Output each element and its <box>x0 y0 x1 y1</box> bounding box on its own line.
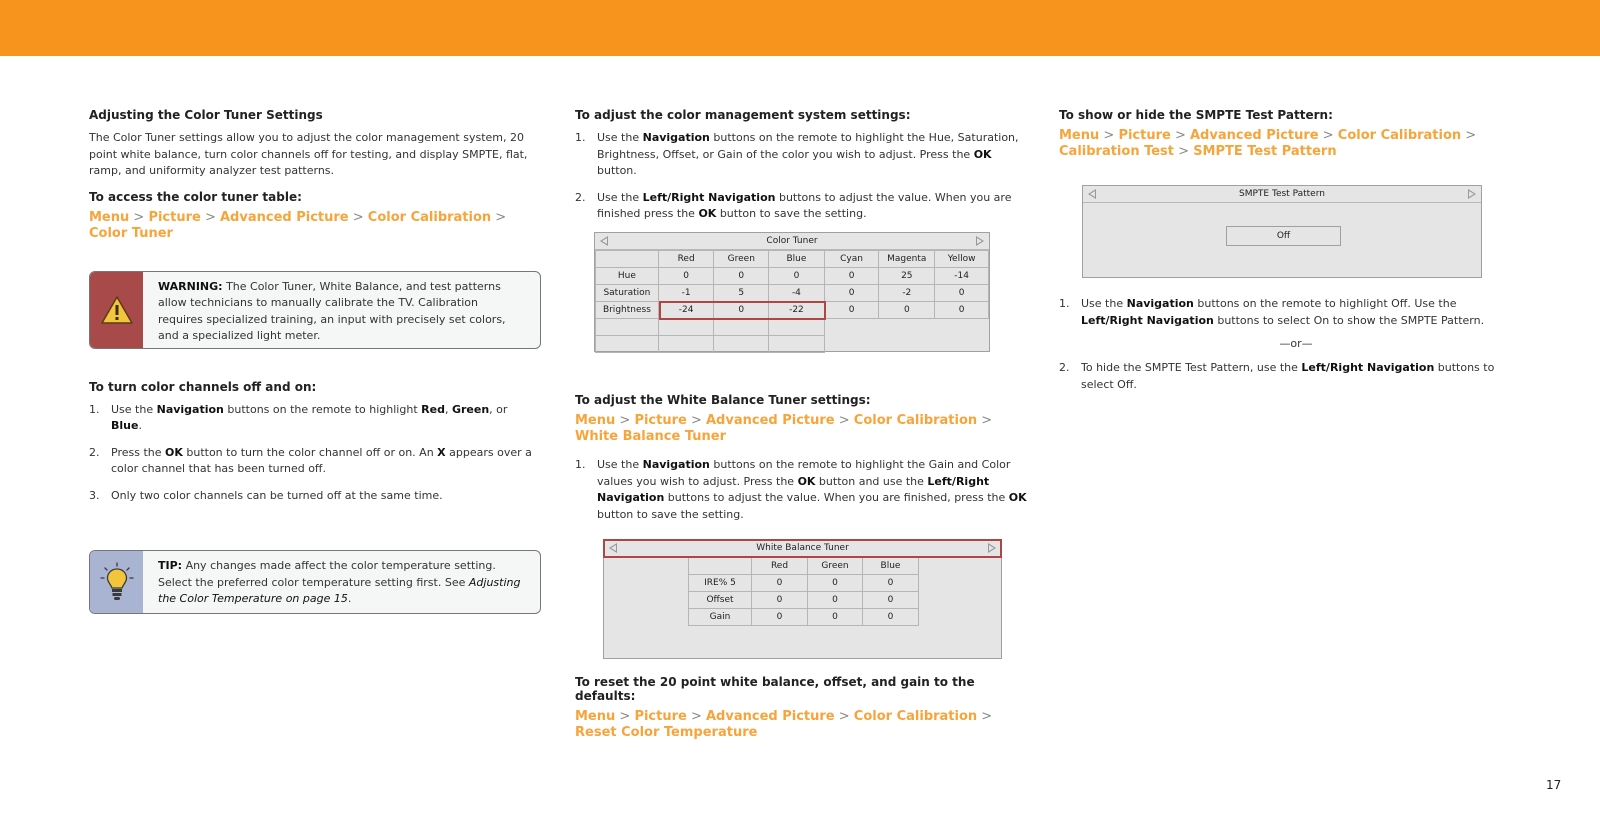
empty-cell <box>769 336 825 353</box>
menu-path-item: Color Tuner <box>89 225 173 241</box>
intro-text: The Color Tuner settings allow you to adjust the color management system, 20 point white balance, turn color channels off for testing, and display SMPTE, flat, ramp, and uniformity analyzer test patterns. <box>89 131 528 177</box>
step-item <box>89 488 541 505</box>
step-text: button and use the <box>815 474 928 488</box>
table-row <box>596 285 989 302</box>
step-text: , or <box>489 402 508 416</box>
step-item <box>1059 360 1511 393</box>
tip-body: Any changes made affect the color temperature setting. Select the preferred color temperature setting first. See <box>158 559 496 589</box>
step-emphasis: Navigation <box>156 402 224 416</box>
path-separator: > <box>1170 128 1190 143</box>
step-text: Use the <box>597 131 643 144</box>
step-emphasis: Navigation <box>1126 297 1194 310</box>
step-emphasis: X <box>437 445 446 459</box>
tip-end: . <box>347 592 352 605</box>
step-text: buttons on the remote to highlight <box>223 402 422 416</box>
path-separator: > <box>491 209 507 225</box>
step-emphasis: Navigation <box>642 131 710 144</box>
table-header-row <box>689 558 919 575</box>
step-emphasis: Left/Right Navigation <box>597 474 990 504</box>
row-label-cell: Gain <box>689 609 752 626</box>
value-cell[interactable]: 0 <box>752 609 808 626</box>
path-separator: > <box>686 413 706 428</box>
color-tuner-titlebar <box>595 233 989 250</box>
step-text: button to turn the color channel off or on. An <box>182 445 438 459</box>
table-row <box>596 268 989 285</box>
step-emphasis: OK <box>1008 491 1027 504</box>
brightness-selection-highlight <box>659 301 826 320</box>
value-cell[interactable]: 25 <box>879 268 935 285</box>
smpte-heading: To show or hide the SMPTE Test Pattern: <box>1059 108 1333 122</box>
value-cell[interactable]: Magenta <box>879 251 935 268</box>
smpte-test-pattern-panel <box>1082 185 1482 278</box>
step-item <box>1059 296 1511 329</box>
menu-path-item: Color Calibration <box>367 209 492 225</box>
warning-callout <box>89 271 541 349</box>
row-label-cell: IRE% 5 <box>689 575 752 592</box>
value-cell[interactable]: 0 <box>935 302 989 319</box>
step-emphasis: Left/Right Navigation <box>642 190 776 204</box>
step-item <box>575 190 1030 223</box>
row-label-cell <box>689 558 752 575</box>
menu-path-item: Calibration Test <box>1059 144 1175 159</box>
wb-tuner-table <box>688 557 919 626</box>
warning-body: The Color Tuner, White Balance, and test patterns allow technicians to manually calibrate the TV. Calibration requires specialized training, an input with precisely set colors, and a specialized light meter. <box>158 279 506 342</box>
table-empty-row <box>596 319 989 336</box>
row-label-cell: Hue <box>596 268 659 285</box>
path-separator: > <box>615 709 635 724</box>
row-label-cell: Offset <box>689 592 752 609</box>
empty-cell <box>769 319 825 336</box>
value-cell[interactable]: Red <box>658 251 714 268</box>
table-empty-row <box>596 336 989 353</box>
wb-section <box>575 393 1030 533</box>
menu-path-item: Advanced Picture <box>1190 128 1319 143</box>
access-heading: To access the color tuner table: <box>89 189 302 204</box>
menu-path-item: Advanced Picture <box>706 413 835 428</box>
value-cell[interactable]: -2 <box>879 285 935 302</box>
right-arrow-icon[interactable] <box>1468 189 1476 199</box>
value-cell[interactable]: 0 <box>863 609 919 626</box>
empty-cell <box>714 336 769 353</box>
step-number: 3. <box>89 488 100 502</box>
empty-cell <box>658 319 714 336</box>
section-title: Adjusting the Color Tuner Settings <box>89 108 323 122</box>
smpte-step-1 <box>1059 296 1511 329</box>
value-cell[interactable]: 0 <box>808 592 863 609</box>
left-arrow-icon[interactable] <box>1088 189 1096 199</box>
value-cell[interactable]: 0 <box>824 302 879 319</box>
path-separator: > <box>1318 128 1338 143</box>
left-arrow-icon[interactable] <box>600 236 608 246</box>
value-cell[interactable]: 0 <box>863 592 919 609</box>
value-cell[interactable]: Green <box>808 558 863 575</box>
path-separator: > <box>615 413 635 428</box>
smpte-menu-path <box>1059 128 1511 160</box>
step-text: buttons on the remote to highlight the Gain and Color values you wish to adjust. Press the <box>597 458 1011 488</box>
reset-section <box>575 675 1030 741</box>
value-cell[interactable]: 0 <box>658 268 714 285</box>
reset-heading: To reset the 20 point white balance, offset, and gain to the defaults: <box>575 675 975 703</box>
step-emphasis: Green <box>451 402 490 416</box>
step-number: 1. <box>575 131 586 144</box>
path-separator: > <box>348 209 368 225</box>
step-text: buttons on the remote to highlight the Hue, Saturation, Brightness, Offset, or Gain of the color you wish to adjust. Press the <box>597 131 1019 161</box>
step-number: 1. <box>89 402 100 416</box>
tip-label: TIP: <box>158 559 183 572</box>
menu-path-item: Advanced Picture <box>706 709 835 724</box>
warning-text <box>158 272 540 349</box>
step-number: 2. <box>575 190 586 204</box>
wb-steps <box>575 457 1030 523</box>
row-label-cell <box>596 251 659 268</box>
color-tuner-panel <box>594 232 990 352</box>
menu-path-item: White Balance Tuner <box>575 429 726 444</box>
step-emphasis: Left/Right Navigation <box>1081 313 1214 327</box>
channels-heading: To turn color channels off and on: <box>89 379 317 394</box>
menu-path-item: Picture <box>1118 128 1171 143</box>
path-separator: > <box>1099 128 1119 143</box>
value-cell[interactable]: 0 <box>808 575 863 592</box>
column-middle <box>575 108 1030 233</box>
step-text: button. <box>597 164 637 177</box>
or-divider: —or— <box>1279 337 1313 350</box>
step-text: buttons to select Off. <box>1081 361 1495 391</box>
wb-tuner-title: White Balance Tuner <box>756 543 849 553</box>
step-number: 1. <box>575 458 586 471</box>
value-cell[interactable]: -1 <box>658 285 714 302</box>
value-cell[interactable]: 0 <box>808 609 863 626</box>
value-cell[interactable]: 0 <box>714 268 769 285</box>
empty-cell <box>658 336 714 353</box>
menu-path-item: Picture <box>634 709 687 724</box>
warning-label: WARNING: <box>158 279 223 293</box>
channels-steps <box>89 402 541 505</box>
empty-cell <box>596 336 659 353</box>
step-text: buttons to adjust the value. When you are finished, press the <box>664 491 1009 504</box>
lightbulb-icon <box>100 562 134 602</box>
white-balance-tuner-panel <box>603 539 1002 659</box>
column-left <box>89 108 541 614</box>
step-emphasis: OK <box>797 474 816 488</box>
page-number: 17 <box>1546 778 1562 792</box>
step-text: Use the <box>111 402 157 416</box>
step-text: appears over a color channel that has been turned off. <box>111 445 532 475</box>
menu-path-item: SMPTE Test Pattern <box>1193 144 1337 159</box>
step-number: 2. <box>89 445 100 459</box>
menu-path-item: Menu <box>575 709 616 724</box>
row-label-cell: Brightness <box>596 302 659 319</box>
value-cell[interactable]: 0 <box>824 268 879 285</box>
value-cell[interactable]: 0 <box>879 302 935 319</box>
empty-cell <box>596 319 659 336</box>
table-header-row <box>596 251 989 268</box>
empty-cell <box>714 319 769 336</box>
path-separator: > <box>834 709 854 724</box>
header-bar <box>0 0 1600 56</box>
path-separator: > <box>686 709 706 724</box>
value-cell[interactable]: 0 <box>824 285 879 302</box>
value-cell[interactable]: Yellow <box>935 251 989 268</box>
value-cell[interactable]: 0 <box>769 268 825 285</box>
color-tuner-title: Color Tuner <box>766 236 818 246</box>
value-cell[interactable]: -22 <box>769 302 825 319</box>
step-emphasis: Left/Right Navigation <box>1301 361 1435 374</box>
tip-panel <box>90 551 143 613</box>
step-emphasis: Red <box>421 402 445 416</box>
path-separator: > <box>977 709 993 724</box>
menu-path-item: Color Calibration <box>853 413 978 428</box>
wb-heading: To adjust the White Balance Tuner settings: <box>575 393 871 407</box>
smpte-steps-section <box>1059 296 1511 403</box>
smpte-titlebar <box>1083 186 1481 203</box>
menu-path-item: Menu <box>575 413 616 428</box>
cms-steps <box>575 130 1030 223</box>
step-text: . <box>138 419 142 432</box>
value-cell[interactable]: 0 <box>714 302 769 319</box>
menu-path-item: Reset Color Temperature <box>575 725 758 740</box>
step-item <box>575 457 1030 523</box>
value-cell[interactable]: -4 <box>769 285 825 302</box>
wb-title-highlight <box>603 539 1002 558</box>
step-item <box>89 402 541 435</box>
value-cell[interactable]: 5 <box>714 285 769 302</box>
access-menu-path <box>89 210 541 242</box>
step-text: To hide the SMPTE Test Pattern, use the <box>1081 361 1302 374</box>
wb-menu-path <box>575 413 1030 445</box>
step-text: button to save the setting. <box>716 207 867 220</box>
step-text: buttons to select On to show the SMPTE Pattern. <box>1213 313 1485 327</box>
step-number: 2. <box>1059 361 1070 374</box>
value-cell[interactable]: 0 <box>752 575 808 592</box>
path-separator: > <box>834 413 854 428</box>
value-cell[interactable]: -14 <box>935 268 989 285</box>
menu-path-item: Advanced Picture <box>220 209 349 225</box>
step-item <box>89 445 541 478</box>
menu-path-item: Menu <box>1059 128 1100 143</box>
menu-path-item: Color Calibration <box>853 709 978 724</box>
path-separator: > <box>200 209 220 225</box>
table-row <box>689 609 919 626</box>
step-emphasis: OK <box>973 147 992 161</box>
menu-path-item: Color Calibration <box>1337 128 1462 143</box>
step-text: Use the <box>1081 297 1127 310</box>
path-separator: > <box>129 209 149 225</box>
step-text: Use the <box>597 190 643 204</box>
value-cell[interactable]: -24 <box>658 302 714 319</box>
step-emphasis: Blue <box>111 419 139 432</box>
value-cell[interactable]: Blue <box>769 251 825 268</box>
table-row <box>689 575 919 592</box>
column-right <box>1059 108 1511 160</box>
cms-heading: To adjust the color management system settings: <box>575 108 911 122</box>
smpte-value-option[interactable]: Off <box>1226 226 1341 246</box>
tip-callout <box>89 550 541 614</box>
menu-path-item: Menu <box>89 209 130 225</box>
step-text: buttons to adjust the value. When you are finished press the <box>597 190 1012 220</box>
tip-reference: Adjusting the Color Temperature on page 15 <box>158 575 521 605</box>
smpte-step-2 <box>1059 360 1511 393</box>
step-text: buttons on the remote to highlight Off. Use the <box>1193 297 1457 310</box>
step-number: 1. <box>1059 297 1070 310</box>
right-arrow-icon[interactable] <box>976 236 984 246</box>
step-text: button to save the setting. <box>597 507 744 521</box>
value-cell[interactable]: Blue <box>863 558 919 575</box>
tip-text <box>158 551 540 614</box>
step-emphasis: OK <box>698 207 717 220</box>
value-cell[interactable]: Red <box>752 558 808 575</box>
path-separator: > <box>1174 144 1194 159</box>
value-cell[interactable]: 0 <box>863 575 919 592</box>
smpte-title: SMPTE Test Pattern <box>1239 189 1325 199</box>
value-cell[interactable]: Green <box>714 251 769 268</box>
menu-path-item: Picture <box>634 413 687 428</box>
path-separator: > <box>1461 128 1477 143</box>
step-text: , <box>444 402 452 416</box>
step-text: Only two color channels can be turned off at the same time. <box>111 488 443 502</box>
step-item <box>575 130 1030 180</box>
step-emphasis: Navigation <box>642 458 710 471</box>
row-label-cell: Saturation <box>596 285 659 302</box>
value-cell[interactable]: 0 <box>752 592 808 609</box>
menu-path-item: Picture <box>148 209 201 225</box>
value-cell[interactable]: 0 <box>935 285 989 302</box>
table-row <box>689 592 919 609</box>
step-emphasis: OK <box>165 445 183 459</box>
step-text: Use the <box>597 458 643 471</box>
value-cell[interactable]: Cyan <box>824 251 879 268</box>
warning-panel <box>90 272 143 348</box>
reset-menu-path <box>575 709 1030 741</box>
step-text: Press the <box>111 445 165 459</box>
path-separator: > <box>977 413 993 428</box>
warning-icon <box>100 295 134 325</box>
